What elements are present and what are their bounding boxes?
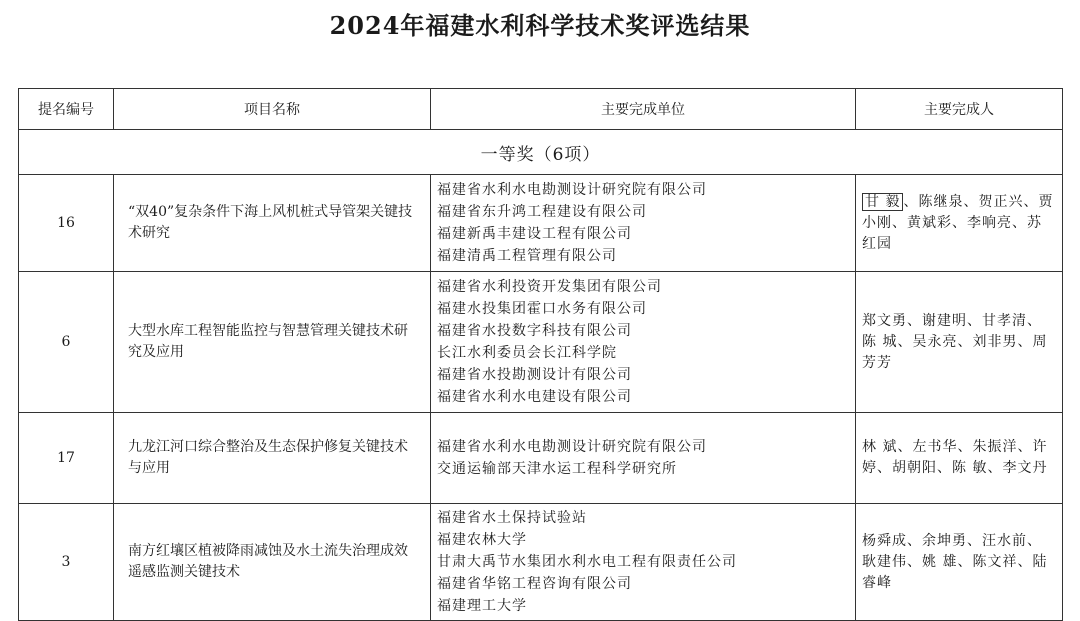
unit-line: 长江水利委员会长江科学院 <box>437 345 617 361</box>
persons-cell: 杨舜成、余坤勇、汪水前、耿建伟、姚 雄、陈文祥、陆睿峰 <box>856 504 1063 621</box>
unit-line: 福建省水利水电建设有限公司 <box>437 389 632 405</box>
header-persons: 主要完成人 <box>856 89 1063 130</box>
header-nomination-no: 提名编号 <box>19 89 114 130</box>
persons-cell: 郑文勇、谢建明、甘孝清、陈 城、吴永亮、刘非男、周芳芳 <box>856 272 1063 413</box>
persons-cell <box>856 175 1063 272</box>
unit-line: 福建清禹工程管理有限公司 <box>437 248 617 264</box>
unit-line: 福建省水利水电勘测设计研究院有限公司 <box>437 439 707 455</box>
project-name: 大型水库工程智能监控与智慧管理关键技术研究及应用 <box>114 272 431 413</box>
unit-line: 福建水投集团霍口水务有限公司 <box>437 301 647 317</box>
persons-cell: 林 斌、左书华、朱振洋、许 婷、胡朝阳、陈 敏、李文丹 <box>856 413 1063 504</box>
table-row <box>19 413 1063 504</box>
unit-line: 福建农林大学 <box>437 532 527 548</box>
page-title: 2024年福建水利科学技术奖评选结果 <box>329 11 751 40</box>
nomination-no: 6 <box>19 272 114 413</box>
award-table <box>18 88 1063 621</box>
table-header-row <box>19 89 1063 130</box>
units-cell <box>431 413 856 504</box>
unit-line: 福建理工大学 <box>437 598 527 614</box>
header-project-name: 项目名称 <box>114 89 431 130</box>
table-row <box>19 272 1063 413</box>
project-name: 九龙江河口综合整治及生态保护修复关键技术与应用 <box>114 413 431 504</box>
units-cell <box>431 504 856 621</box>
project-name: “双40”复杂条件下海上风机桩式导管架关键技术研究 <box>114 175 431 272</box>
table-row <box>19 504 1063 621</box>
unit-line: 福建省水利水电勘测设计研究院有限公司 <box>437 182 707 198</box>
unit-line: 福建省水投勘测设计有限公司 <box>437 367 632 383</box>
unit-line: 福建新禹丰建设工程有限公司 <box>437 226 632 242</box>
unit-line: 福建省水利投资开发集团有限公司 <box>437 279 662 295</box>
unit-line: 交通运输部天津水运工程科学研究所 <box>437 461 677 477</box>
nomination-no: 3 <box>19 504 114 621</box>
units-cell <box>431 175 856 272</box>
unit-line: 福建省华铭工程咨询有限公司 <box>437 576 632 592</box>
unit-line: 福建省水投数字科技有限公司 <box>437 323 632 339</box>
unit-line: 福建省水土保持试验站 <box>437 510 587 526</box>
boxed-person: 甘 毅 <box>862 193 903 211</box>
nomination-no: 17 <box>19 413 114 504</box>
unit-line: 甘肃大禹节水集团水利水电工程有限责任公司 <box>437 554 737 570</box>
table-row <box>19 175 1063 272</box>
header-units: 主要完成单位 <box>431 89 856 130</box>
category-row <box>19 130 1063 175</box>
unit-line: 福建省东升鸿工程建设有限公司 <box>437 204 647 220</box>
units-cell <box>431 272 856 413</box>
nomination-no: 16 <box>19 175 114 272</box>
persons-text: 、陈继泉、贺正兴、贾小刚、黄斌彩、李响亮、苏红园 <box>862 193 1054 252</box>
project-name: 南方红壤区植被降雨减蚀及水土流失治理成效遥感监测关键技术 <box>114 504 431 621</box>
category-label: 一等奖（6项） <box>19 130 1063 175</box>
